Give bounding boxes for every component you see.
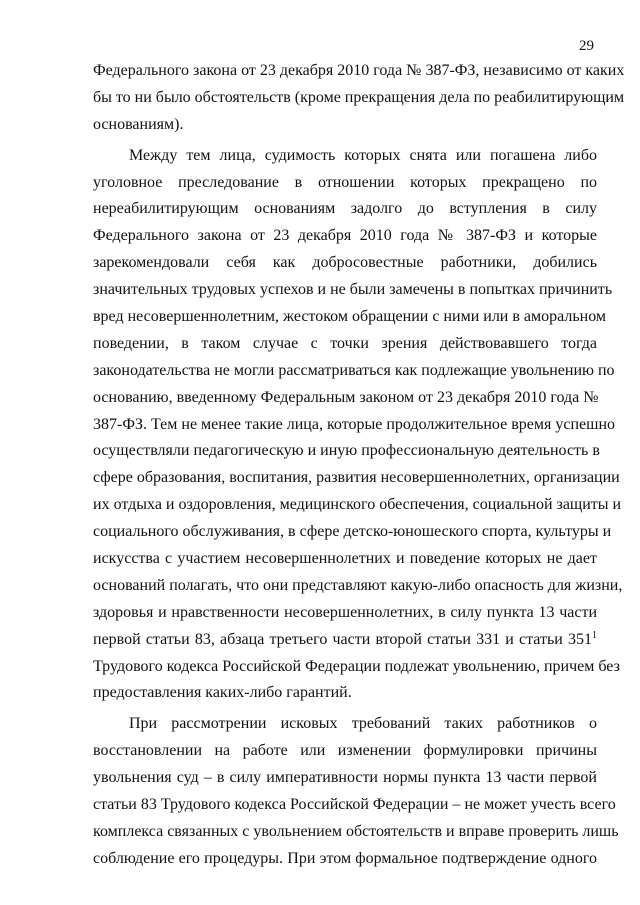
text-line: [93, 438, 600, 465]
text-line-content: значительных трудовых успехов и не были замечены в попытках причинить: [93, 281, 613, 299]
text-line-content: законодательства не могли рассматриваться как подлежащие увольнению по: [93, 361, 615, 379]
text-line-content: увольнения суд – в силу императивности нормы пункта 13 части первой: [93, 769, 597, 787]
text-line-content: вред несовершеннолетним, жестоком обращении с ними или в аморальном: [93, 308, 607, 326]
text-line: [93, 331, 597, 358]
body-text: [93, 58, 625, 873]
text-line: [93, 385, 597, 412]
text-line-content: Федерального закона от 23 декабря 2010 года № 387-ФЗ, независимо от каких: [93, 62, 625, 79]
text-line-content: уголовное преследование в отношении которых прекращено по: [93, 173, 597, 191]
text-line-content: восстановлении на работе или изменении формулировки причины: [93, 742, 597, 760]
text-line: [93, 600, 597, 627]
text-line: [93, 223, 597, 250]
text-line-content: статьи 83 Трудового кодекса Российской Федерации – не может учесть всего: [93, 796, 616, 814]
text-line: [93, 277, 613, 304]
text-line: [93, 143, 597, 170]
page-number: 29: [579, 38, 594, 54]
text-line: [93, 819, 619, 846]
text-line: [93, 465, 620, 492]
text-line-content: зарекомендовали себя как добросовестные работники, добились: [93, 254, 597, 272]
text-line-content: нереабилитирующим основаниям задолго до вступления в силу: [93, 200, 597, 218]
text-line: [93, 654, 620, 681]
text-line-content: первой статьи 83, абзаца третьего части второй статьи 331 и статьи 351: [93, 630, 592, 648]
text-line: [93, 412, 616, 439]
text-line: [93, 680, 597, 707]
text-line: [93, 765, 597, 792]
text-line-content: Трудового кодекса Российской Федерации подлежат увольнению, причем без: [93, 657, 620, 675]
text-line: [93, 792, 616, 819]
text-line-content: предоставления каких-либо гарантий.: [93, 684, 352, 702]
text-line: [93, 85, 625, 112]
text-line: [93, 112, 597, 139]
text-line-content: социального обслуживания, в сфере детско-юношеского спорта, культуры и: [93, 523, 612, 541]
text-line-content: искусства с участием несовершеннолетних и поведение которых не дает: [93, 550, 597, 568]
text-line: [93, 358, 615, 385]
text-line-content: их отдыха и оздоровления, медицинского обеспечения, социальной защиты и: [93, 496, 622, 514]
text-line: [93, 492, 622, 519]
text-line: [93, 573, 623, 600]
text-line: [93, 196, 597, 223]
text-line-content: комплекса связанных с увольнением обстоятельств и вправе проверить лишь: [93, 822, 619, 840]
text-line-content: бы то ни было обстоятельств (кроме прекращения дела по реабилитирующим: [93, 88, 625, 106]
text-line-content: Между тем лица, судимость которых снята или погашена либо: [129, 146, 597, 164]
text-line: [93, 304, 607, 331]
text-line-content: поведении, в таком случае с точки зрения действовавшего тогда: [93, 334, 597, 352]
text-line: [93, 170, 597, 197]
text-line-content: Федерального закона от 23 декабря 2010 года № 387-ФЗ и которые: [93, 227, 597, 245]
footnote-superscript: 1: [592, 629, 597, 641]
text-line-content: осуществляли педагогическую и иную профессиональную деятельность в: [93, 442, 600, 460]
text-line: [93, 711, 597, 738]
text-line-content: основанию, введенному Федеральным законом от 23 декабря 2010 года №: [93, 388, 599, 406]
text-line: [93, 250, 597, 277]
text-line-content: сфере образования, воспитания, развития несовершеннолетних, организации: [93, 469, 620, 487]
text-line: [93, 627, 597, 654]
text-line: [93, 519, 612, 546]
text-line-content: При рассмотрении исковых требований таких работников о: [129, 715, 597, 733]
text-line: [93, 846, 597, 873]
text-line: [93, 58, 625, 85]
text-line-content: соблюдение его процедуры. При этом формальное подтверждение одного: [93, 849, 597, 867]
text-line: [93, 546, 597, 573]
text-line: [93, 738, 597, 765]
text-line-content: 387-ФЗ. Тем не менее такие лица, которые продолжительное время успешно: [93, 415, 616, 433]
text-line-content: здоровья и нравственности несовершеннолетних, в силу пункта 13 части: [93, 603, 597, 621]
text-line-content: оснований полагать, что они представляют какую-либо опасность для жизни,: [93, 576, 623, 594]
text-line-content: основаниям).: [93, 115, 184, 133]
